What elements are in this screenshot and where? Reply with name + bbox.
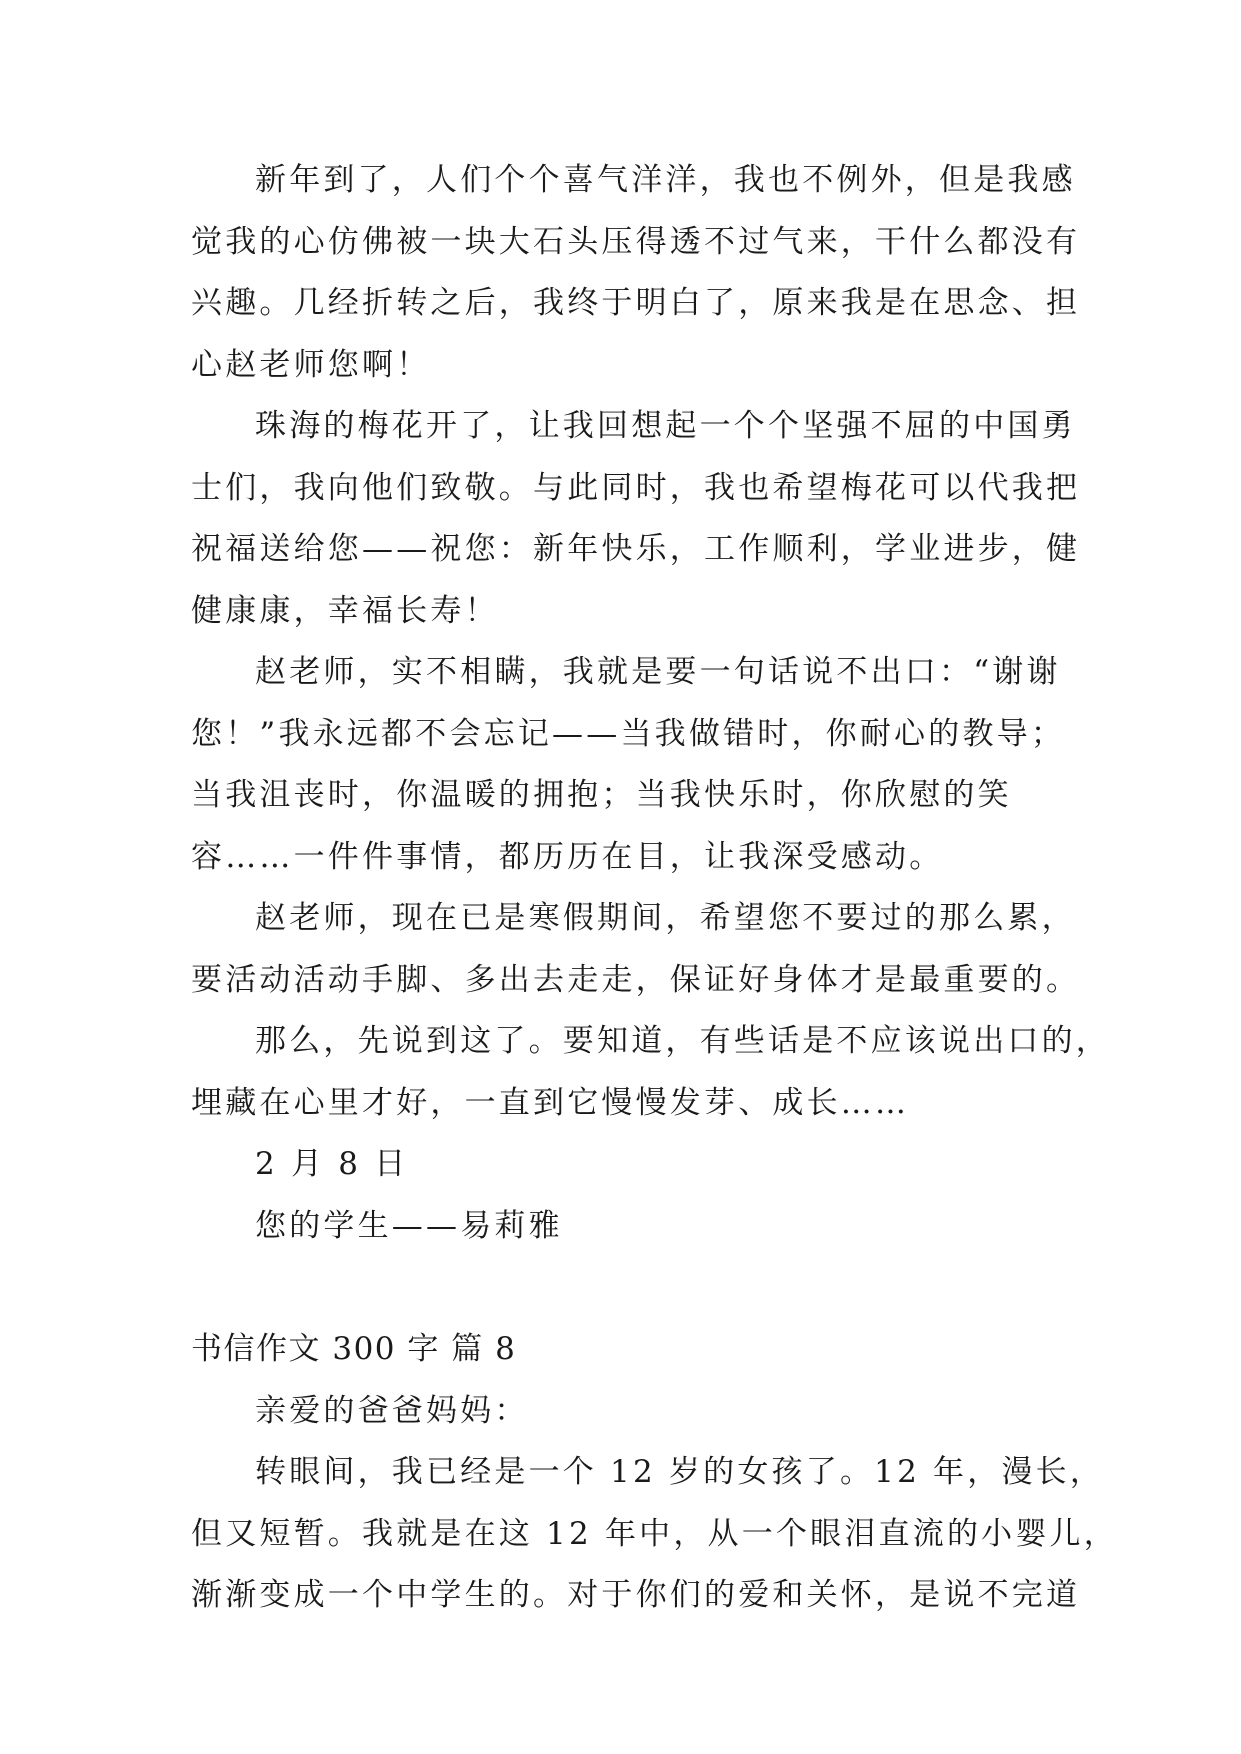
paragraph-line: 转眼间，我已经是一个 12 岁的女孩了。12 年，漫长， — [255, 1454, 1105, 1490]
paragraph-line: 当我沮丧时，你温暖的拥抱；当我快乐时，你欣慰的笑 — [191, 777, 1012, 813]
paragraph-line: 觉我的心仿佛被一块大石头压得透不过气来，干什么都没有 — [191, 223, 1081, 260]
paragraph-line: 赵老师，现在已是寒假期间，希望您不要过的那么累， — [255, 900, 1076, 936]
section-heading: 书信作文 300 字 篇 8 — [191, 1331, 517, 1367]
paragraph-line: 健康康，幸福长寿！ — [191, 592, 499, 629]
letter-greeting: 亲爱的爸爸妈妈： — [255, 1392, 529, 1429]
paragraph-line: 祝福送给您——祝您：新年快乐，工作顺利，学业进步，健 — [191, 531, 1081, 567]
paragraph-line: 渐渐变成一个中学生的。对于你们的爱和关怀，是说不完道 — [191, 1577, 1081, 1613]
section-spacer — [191, 1257, 1071, 1319]
paragraph-line: 心赵老师您啊！ — [191, 346, 431, 383]
document-page — [191, 150, 1118, 1627]
paragraph-line: 但又短暂。我就是在这 12 年中，从一个眼泪直流的小婴儿， — [191, 1515, 1118, 1552]
paragraph-line: 要活动活动手脚、多出去走走，保证好身体才是最重要的。 — [191, 961, 1081, 998]
paragraph-line: 容……一件件事情，都历历在目，让我深受感动。 — [191, 838, 944, 875]
letter-signature: 您的学生——易莉雅 — [255, 1207, 563, 1244]
paragraph-line: 那么，先说到这了。要知道，有些话是不应该说出口的， — [255, 1023, 1110, 1059]
paragraph-line: 兴趣。几经折转之后，我终于明白了，原来我是在思念、担 — [191, 285, 1081, 321]
paragraph-line: 埋藏在心里才好，一直到它慢慢发芽、成长…… — [191, 1084, 910, 1121]
letter-date: 2 月 8 日 — [255, 1146, 409, 1182]
paragraph-line: 您！”我永远都不会忘记——当我做错时，你耐心的教导； — [191, 715, 1066, 752]
paragraph-line: 士们，我向他们致敬。与此同时，我也希望梅花可以代我把 — [191, 469, 1081, 506]
paragraph-line: 珠海的梅花开了，让我回想起一个个坚强不屈的中国勇 — [255, 408, 1076, 444]
paragraph-line: 赵老师，实不相瞒，我就是要一句话说不出口：“谢谢 — [255, 654, 1061, 690]
paragraph-line: 新年到了，人们个个喜气洋洋，我也不例外，但是我感 — [255, 162, 1076, 198]
